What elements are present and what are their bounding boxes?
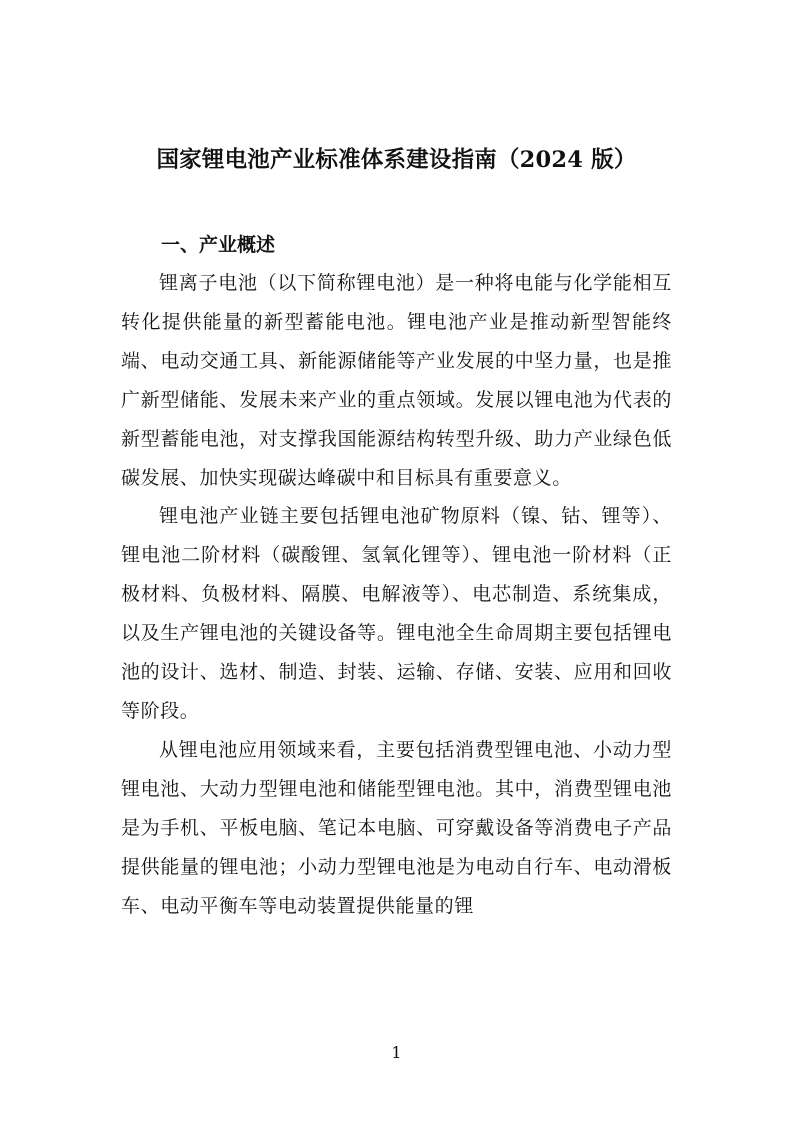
paragraph-3: 从锂电池应用领域来看，主要包括消费型锂电池、小动力型锂电池、大动力型锂电池和储能型锂电池。其中，消费型锂电池是为手机、平板电脑、笔记本电脑、可穿戴设备等消费电子产品提供能量的锂电池；小动力型锂电池是为电动自行车、电动滑板车、电动平衡车等电动装置提供能量的锂 [121,738,672,917]
paragraph-2: 锂电池产业链主要包括锂电池矿物原料（镍、钴、锂等）、锂电池二阶材料（碳酸锂、氢氧化锂等）、锂电池一阶材料（正极材料、负极材料、隔膜、电解液等）、电芯制造、系统集成，以及生产锂电池的关键设备等。锂电池全生命周期主要包括锂电池的设计、选材、制造、封装、运输、存储、安装、应用和回收等阶段。 [121,505,672,722]
paragraph-1: 锂离子电池（以下简称锂电池）是一种将电能与化学能相互转化提供能量的新型蓄能电池。锂电池产业是推动新型智能终端、电动交通工具、新能源储能等产业发展的中坚力量，也是推广新型储能、发展未来产业的重点领域。发展以锂电池为代表的新型蓄能电池，对支撑我国能源结构转型升级、助力产业绿色低碳发展、加快实现碳达峰碳中和目标具有重要意义。 [121,272,672,489]
page-number: 1 [391,1043,402,1062]
document-body [121,264,672,925]
document-title: 国家锂电池产业标准体系建设指南（2024 版） [156,147,637,173]
section-heading: 一、产业概述 [161,234,276,256]
